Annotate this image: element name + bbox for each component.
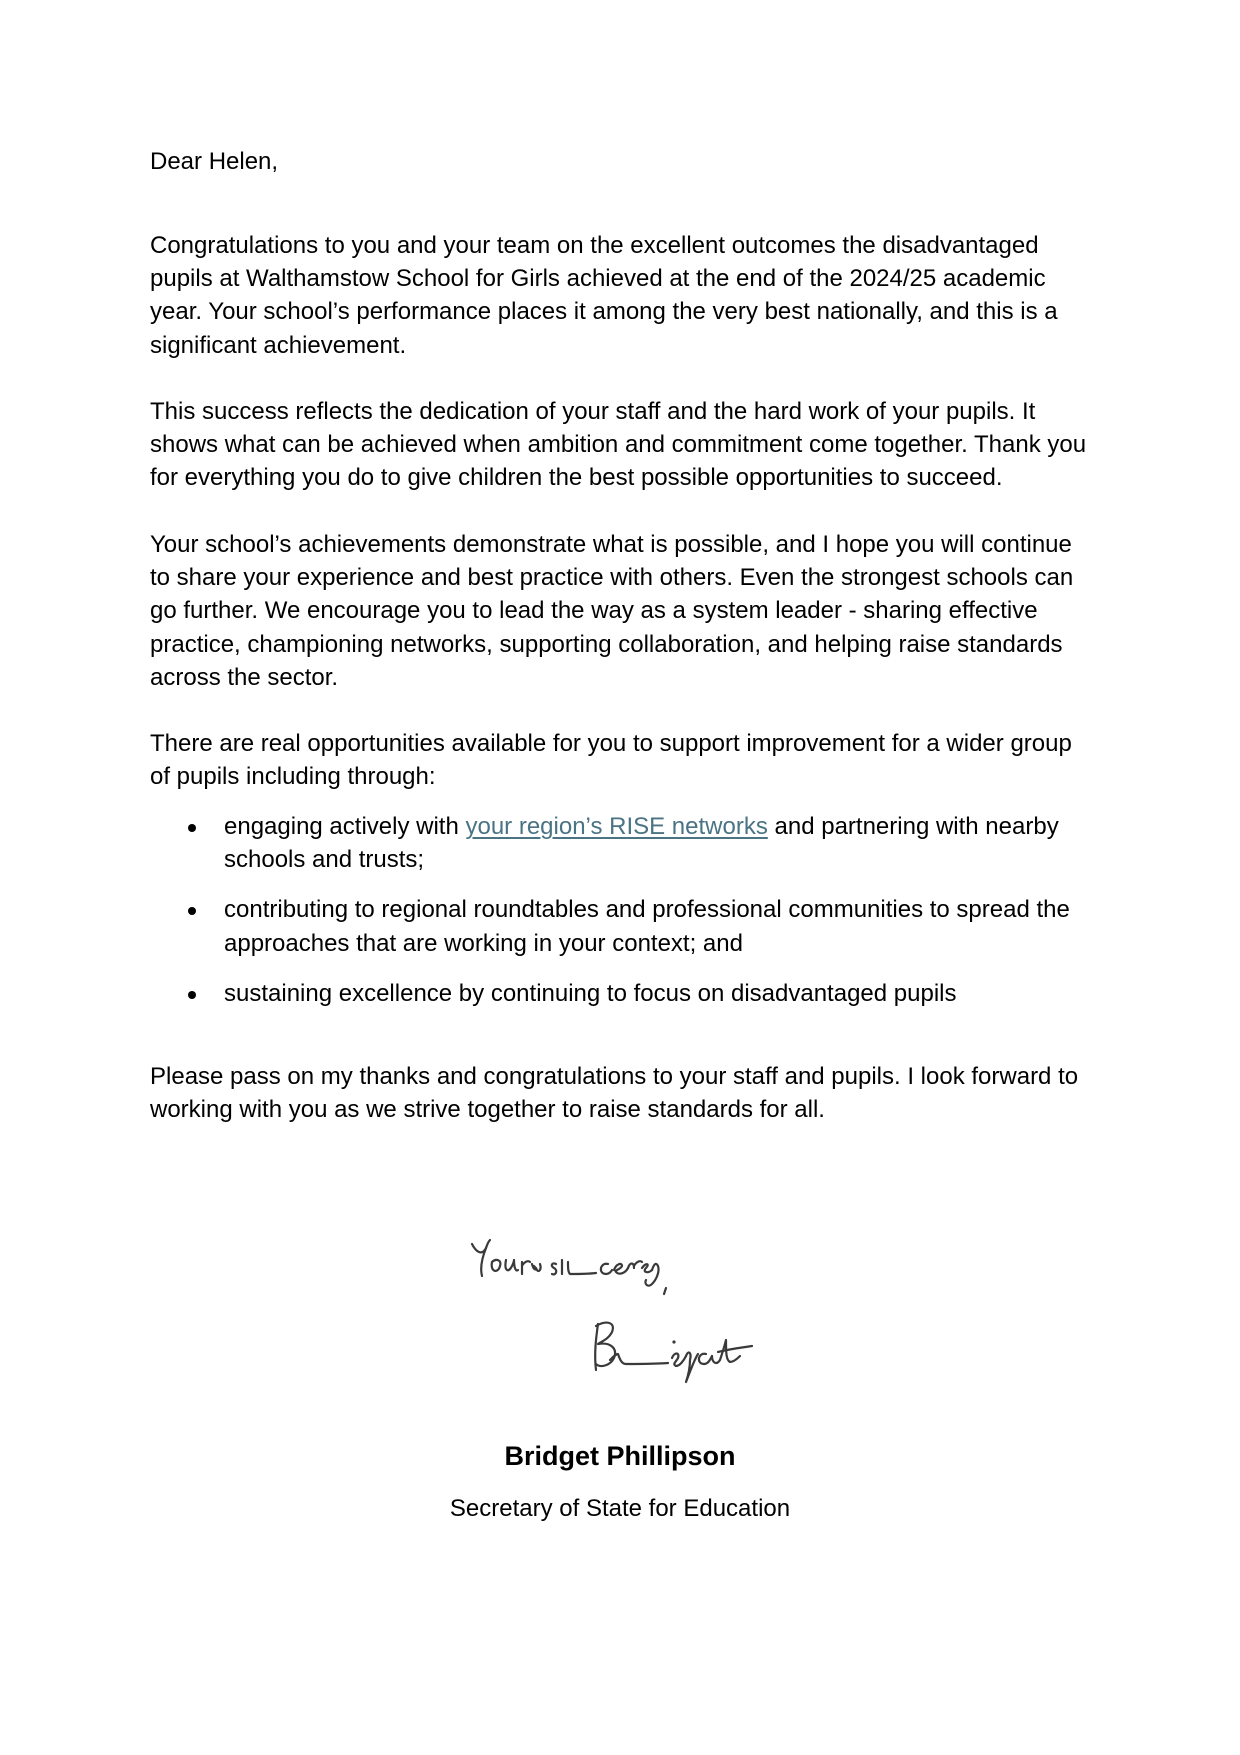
paragraph-congratulations: Congratulations to you and your team on the excellent outcomes the disadvantaged pupils at Walthamstow School for Girls achieved at the end of the 2024/25 academic year. Your school’s performance places it among the very best nationally, and this is a significant achievement. [150, 232, 1058, 359]
paragraph-opportunities: There are real opportunities available for you to support improvement for a wider group of pupils including through: [150, 730, 1072, 791]
handwritten-signature-block [460, 1228, 760, 1408]
bullet-icon [188, 824, 196, 832]
rise-networks-link[interactable]: your region’s RISE networks [465, 813, 768, 840]
list-item-text-after: and partnering with nearby schools and trusts; [224, 813, 1059, 874]
list-item [150, 893, 1095, 959]
list-item-text-before: engaging actively with [224, 813, 466, 840]
salutation: Dear Helen, [150, 148, 279, 175]
signature-icon [460, 1228, 760, 1408]
signer-title: Secretary of State for Education [449, 1495, 791, 1522]
bullet-icon [188, 907, 196, 915]
list-item-text: contributing to regional roundtables and professional communities to spread the approaches that are working in your context; and [224, 896, 1070, 957]
opportunities-list [150, 810, 1095, 1027]
list-item [150, 810, 1095, 876]
paragraph-achievements: Your school’s achievements demonstrate what is possible, and I hope you will continue to share your experience and best practice with others. Even the strongest schools can go further. We encourage you to lead the way as a system leader - sharing effective practice, championing networks, supporting collaboration, and helping raise standards across the sector. [150, 531, 1074, 691]
list-item-text: sustaining excellence by continuing to focus on disadvantaged pupils [224, 979, 957, 1007]
signer-name: Bridget Phillipson [504, 1441, 736, 1471]
bullet-icon [188, 991, 196, 999]
paragraph-success: This success reflects the dedication of your staff and the hard work of your pupils. It shows what can be achieved when ambition and commitment come together. Thank you for everything you do to give children the best possible opportunities to succeed. [150, 398, 1087, 492]
list-item [150, 977, 1095, 1010]
paragraph-closing: Please pass on my thanks and congratulations to your staff and pupils. I look forward to working with you as we strive together to raise standards for all. [150, 1063, 1079, 1124]
